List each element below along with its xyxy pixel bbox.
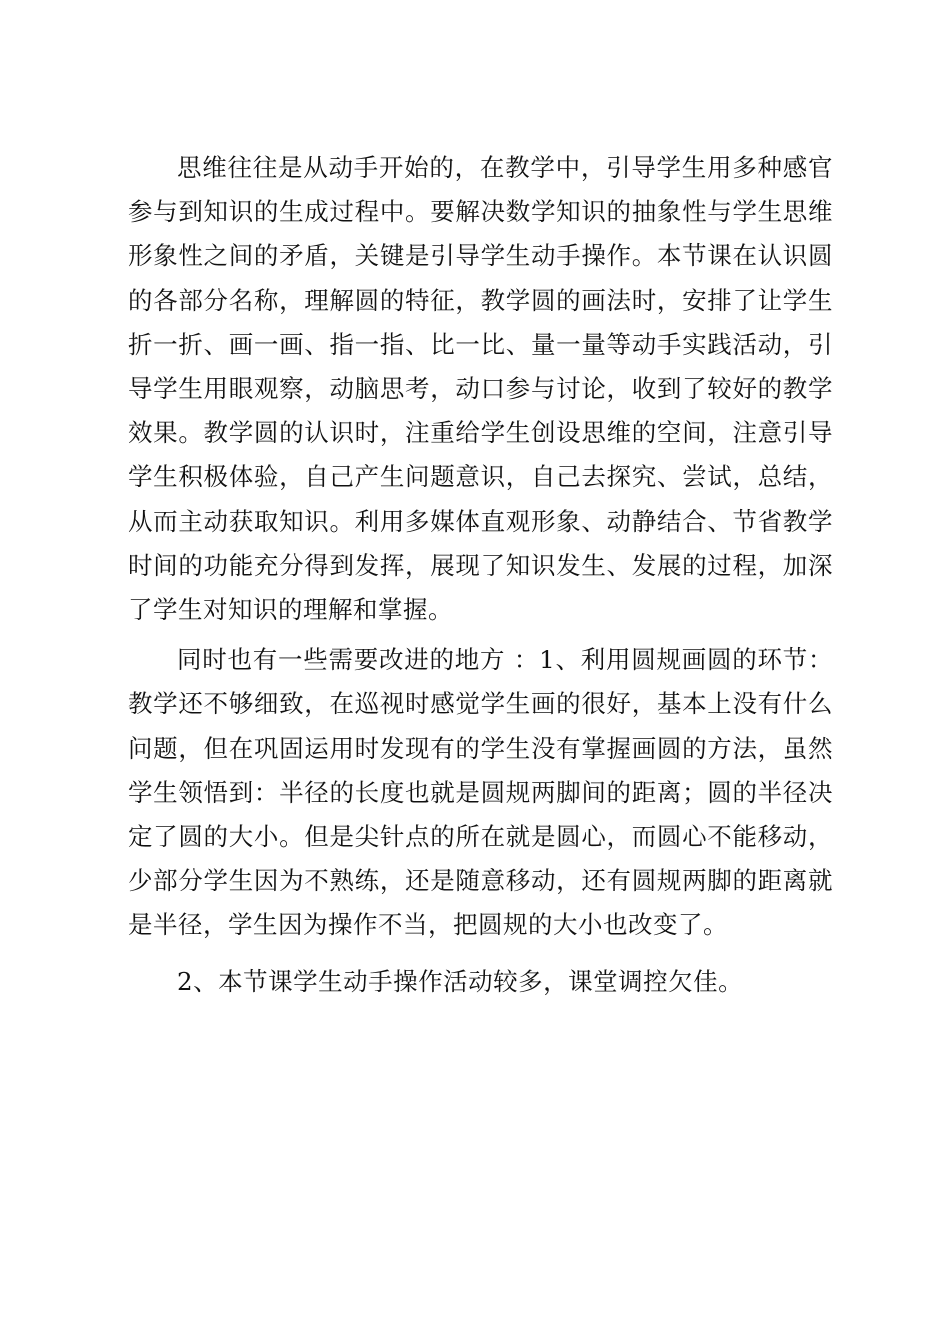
paragraph-improvement-compass: 同时也有一些需要改进的地方 ：1、利用圆规画圆的环节：教学还不够细致，在巡视时感觉学生画的很好，基本上没有什么问题，但在巩固运用时发现有的学生没有掌握画圆的方法，虽然学生领悟到：半径的长度也就是圆规两脚间的距离；圆的半径决定了圆的大小。但是尖针点的所在就是圆心，而圆心不能移动，少部分学生因为不熟练，还是随意移动，还有圆规两脚的距离就是半径，学生因为操作不当，把圆规的大小也改变了。 (128, 645, 833, 940)
paragraph-reflection-strengths: 思维往往是从动手开始的，在教学中，引导学生用多种感官参与到知识的生成过程中。要解决数学知识的抽象性与学生思维形象性之间的矛盾，关键是引导学生动手操作。本节课在认识圆的各部分名称，理解圆的特征，教学圆的画法时，安排了让学生折一折、画一画、指一指、比一比、量一量等动手实践活动，引导学生用眼观察，动脑思考，动口参与讨论，收到了较好的教学效果。教学圆的认识时，注重给学生创设思维的空间，注意引导学生积极体验，自己产生问题意识，自己去探究、尝试，总结，从而主动获取知识。利用多媒体直观形象、动静结合、节省教学时间的功能充分得到发挥，展现了知识发生、发展的过程，加深了学生对知识的理解和掌握。 (128, 153, 833, 625)
document-page (128, 146, 833, 1004)
paragraph-improvement-classroom: 2、本节课学生动手操作活动较多，课堂调控欠佳。 (177, 966, 744, 996)
